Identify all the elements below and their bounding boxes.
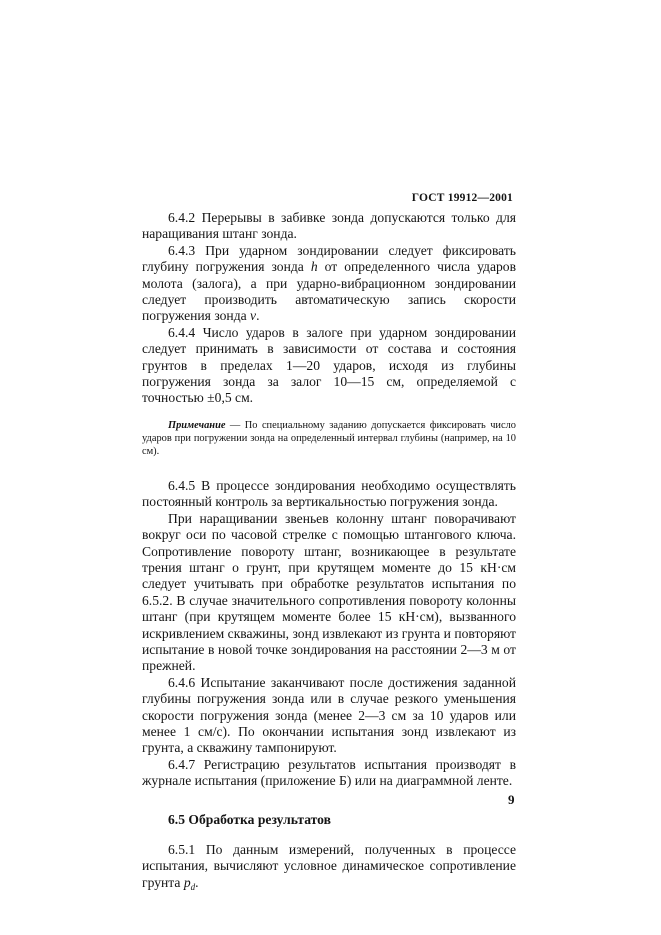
variable-p: p — [183, 874, 191, 890]
paragraph-6-5-1-text-a: 6.5.1 По данным измерений, полученных в процессе испытания, вычисляют условное динамическое сопротивление грунта — [142, 842, 516, 890]
paragraph-6-4-2: 6.4.2 Перерывы в забивке зонда допускаются только для наращивания штанг зонда. — [142, 210, 516, 242]
document-header: ГОСТ 19912—2001 — [411, 192, 513, 204]
paragraph-6-5-1-text-c: . — [195, 874, 199, 890]
paragraph-6-4-3-text-c: . — [256, 308, 260, 324]
paragraph-6-4-3 — [142, 243, 516, 325]
variable-v: v — [250, 308, 257, 324]
paragraph-6-4-3-text-b: от определенного числа ударов молота (залога), а при ударно-вибрационном зондировании следует производить автоматическую запись скорости погружения зонда — [142, 259, 516, 324]
paragraph-6-4-5-continued: При наращивании звеньев колонну штанг поворачивают вокруг оси по часовой стрелке с помощью штангового ключа. Сопротивление повороту штанг, возникающее в результате трения штанг о грунт, при крутящем моменте до 15 кН·см следует учитывать при обработке результатов испытания по 6.5.2. В случае значительного сопротивления повороту колонны штанг (при крутящем моменте более 15 кН·см), вызванного искривлением скважины, зонд извлекают из грунта и повторяют испытание в новой точке зондирования на расстоянии 2—3 м от прежней. — [142, 510, 516, 674]
paragraph-6-4-3-text-a: 6.4.3 При ударном зондировании следует фиксировать глубину погружения зонда — [142, 242, 516, 275]
paragraph-6-5-1 — [142, 842, 516, 891]
variable-h: h — [310, 259, 318, 275]
page-number: 9 — [508, 792, 515, 807]
note-text: — По специальному заданию допускается фиксировать число ударов при погружении зонда на определенный интервал глубины (например, на 10 см). — [142, 419, 516, 457]
paragraph-6-4-5: 6.4.5 В процессе зондирования необходимо осуществлять постоянный контроль за вертикальностью погружения зонда. — [142, 477, 516, 510]
note — [142, 419, 516, 458]
variable-p-subscript: d — [190, 881, 196, 892]
document-body — [142, 210, 516, 891]
note-label: Примечание — [168, 419, 226, 431]
paragraph-6-4-7: 6.4.7 Регистрацию результатов испытания производят в журнале испытания (приложение Б) или на диаграммной ленте. — [142, 756, 516, 789]
paragraph-6-4-4: 6.4.4 Число ударов в залоге при ударном зондировании следует принимать в зависимости от состава и состояния грунтов в пределах 1—20 ударов, исходя из глубины погружения зонда за залог 10—15 см, определяемой с точностью ±0,5 см. — [142, 324, 516, 406]
section-title-6-5: 6.5 Обработка результатов — [168, 811, 331, 827]
paragraph-6-4-6: 6.4.6 Испытание заканчивают после достижения заданной глубины погружения зонда или в случае резкого уменьшения скорости погружения зонда (менее 2—3 см за 10 ударов или менее 1 см/с). По окончании испытания зонд извлекают из грунта, а скважину тампонируют. — [142, 674, 516, 756]
